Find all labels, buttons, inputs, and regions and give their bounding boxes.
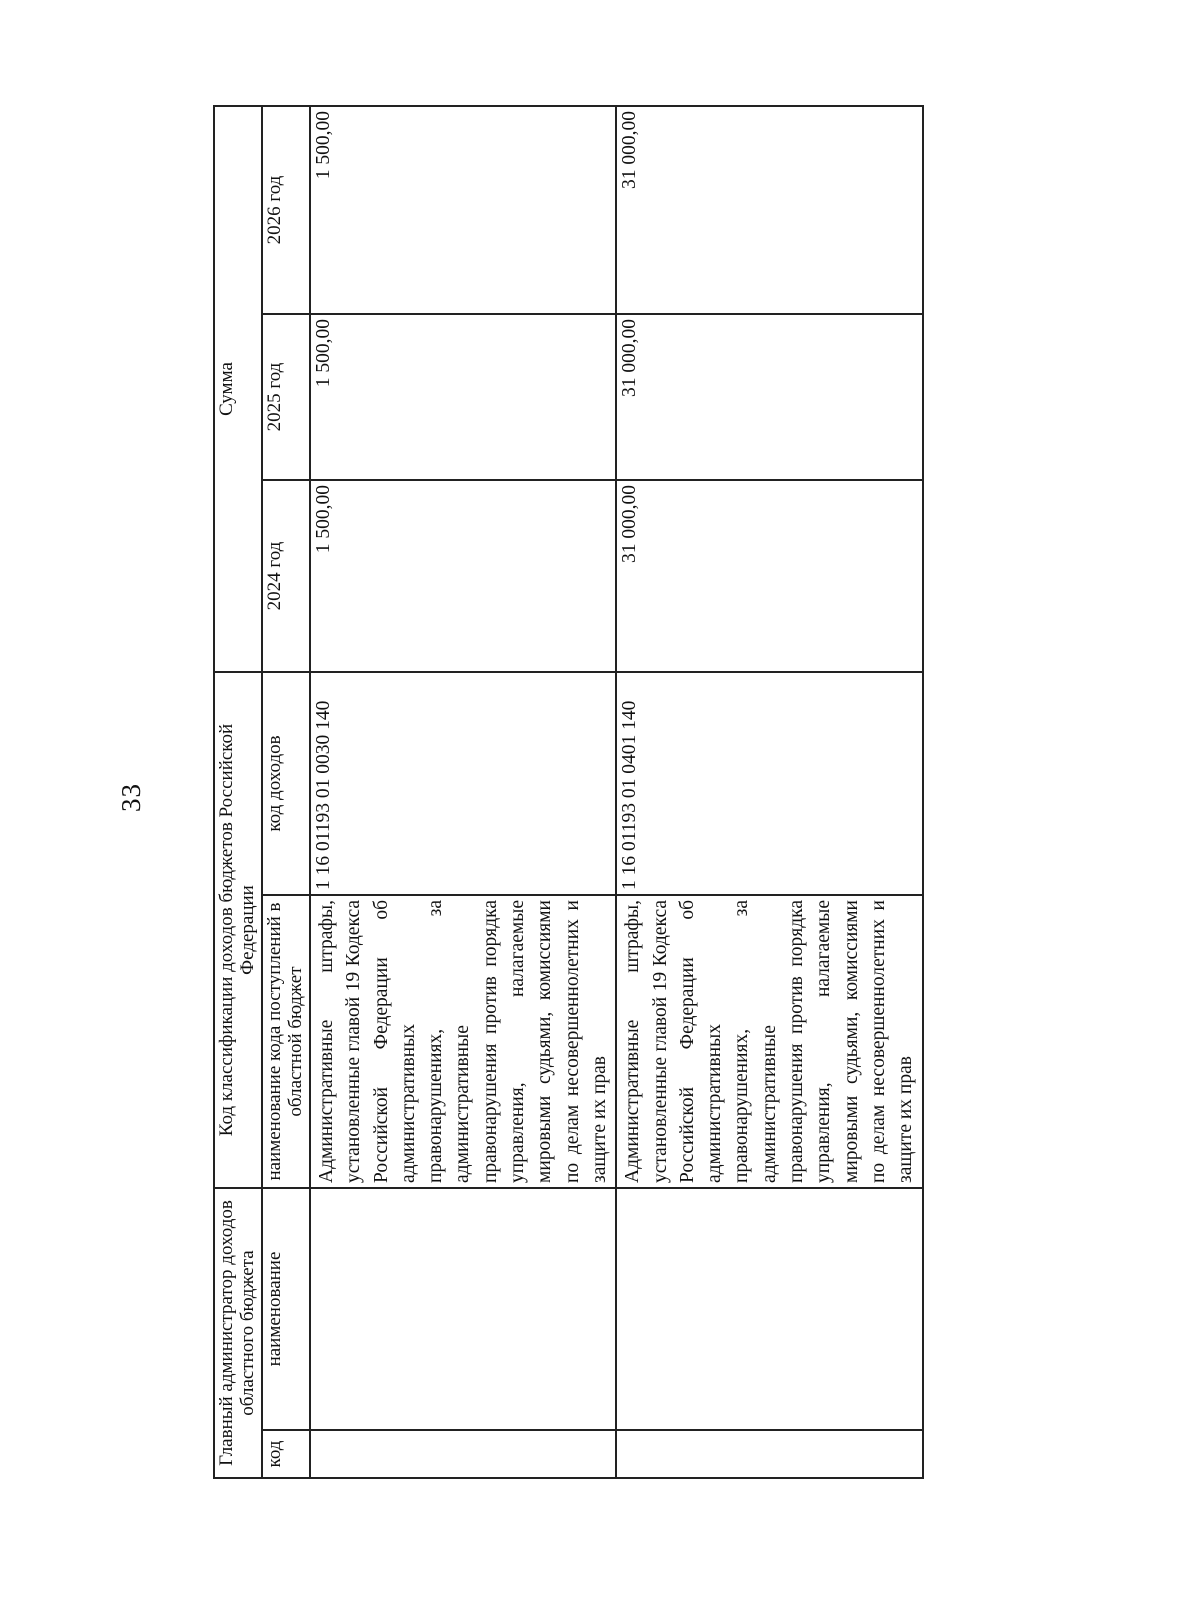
header-year-2024: 2024 год <box>262 480 310 672</box>
header-income-code: код доходов <box>262 672 310 895</box>
page-number: 33 <box>116 783 146 812</box>
header-year-2025: 2025 год <box>262 314 310 480</box>
header-sum-group: Сумма <box>214 106 262 672</box>
cell-amount-2026: 1 500,00 <box>310 106 616 314</box>
header-code-group: Код классификации доходов бюджетов Российской Федерации <box>214 672 262 1188</box>
header-admin-name: наименование <box>262 1188 310 1430</box>
header-admin-code: код <box>262 1430 310 1478</box>
budget-income-table <box>213 105 924 1479</box>
cell-admin-name <box>310 1188 616 1430</box>
table-row <box>616 106 922 1478</box>
header-year-2026: 2026 год <box>262 106 310 314</box>
table-row <box>310 106 616 1478</box>
cell-income-name: Административные штрафы, установленные главой 19 Кодекса Российской Федерации об административных правонарушениях, за административные правонарушения против порядка управления, налагаемые мировыми судьями, комиссиями по делам несовершеннолетних и защите их прав <box>616 895 922 1188</box>
cell-amount-2025: 1 500,00 <box>310 314 616 480</box>
cell-amount-2024: 1 500,00 <box>310 480 616 672</box>
cell-amount-2025: 31 000,00 <box>616 314 922 480</box>
header-row-columns <box>262 106 310 1478</box>
cell-amount-2026: 31 000,00 <box>616 106 922 314</box>
cell-admin-code <box>310 1430 616 1478</box>
header-row-groups <box>214 106 262 1478</box>
rotated-table-wrapper <box>213 107 917 1479</box>
header-income-name: наименование кода поступлений в областной бюджет <box>262 895 310 1188</box>
cell-income-code: 1 16 01193 01 0030 140 <box>310 672 616 895</box>
cell-amount-2024: 31 000,00 <box>616 480 922 672</box>
cell-income-name: Административные штрафы, установленные главой 19 Кодекса Российской Федерации об административных правонарушениях, за административные правонарушения против порядка управления, налагаемые мировыми судьями, комиссиями по делам несовершеннолетних и защите их прав <box>310 895 616 1188</box>
header-admin-group: Главный администратор доходов областного бюджета <box>214 1188 262 1478</box>
cell-admin-code <box>616 1430 922 1478</box>
cell-admin-name <box>616 1188 922 1430</box>
cell-income-code: 1 16 01193 01 0401 140 <box>616 672 922 895</box>
